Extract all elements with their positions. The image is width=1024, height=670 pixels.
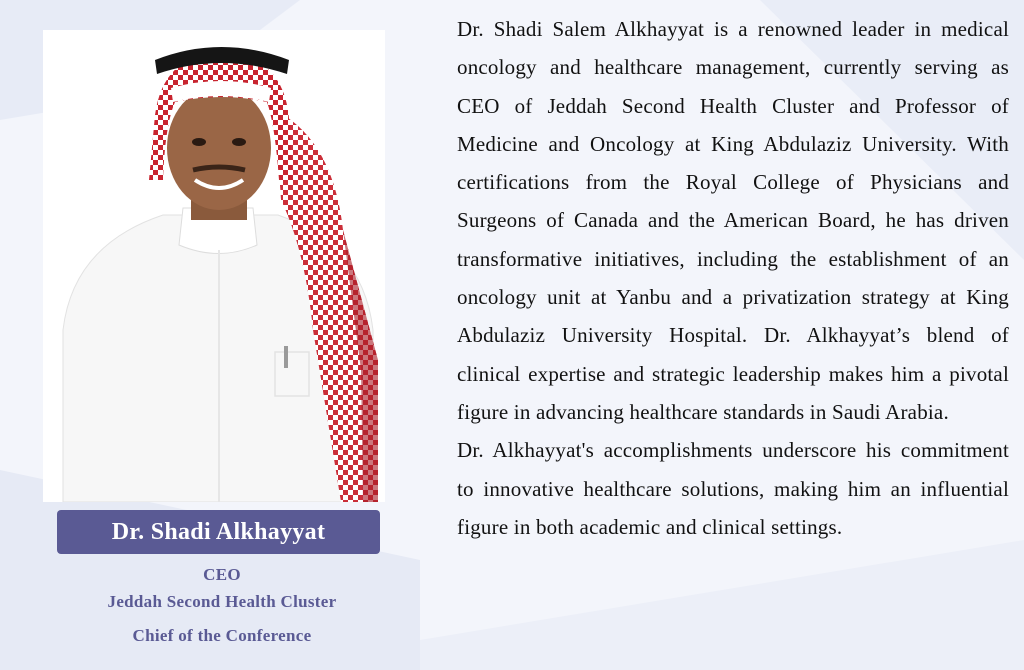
- speaker-name-badge: Dr. Shadi Alkhayyat: [57, 510, 380, 554]
- bio-paragraph-1: Dr. Shadi Salem Alkhayyat is a renowned leader in medical oncology and healthcare management, currently serving as CEO of Jeddah Second Health Cluster and Professor of Medicine and Oncology at King Abdulaziz University. With certifications from the Royal College of Physicians and Surgeons of Canada and the American Board, he has driven transformative initiatives, including the establishment of an oncology unit at Yanbu and a privatization strategy at King Abdulaziz University Hospital. Dr. Alkhayyat’s blend of clinical expertise and strategic leadership makes him a pivotal figure in advancing healthcare standards in Saudi Arabia.: [457, 17, 1009, 424]
- bio-paragraph-2: Dr. Alkhayyat's accomplishments underscore his commitment to innovative healthcare solutions, making him an influential figure in both academic and clinical settings.: [457, 438, 1009, 539]
- speaker-photo: [43, 30, 385, 502]
- speaker-conference-role: Chief of the Conference: [132, 626, 312, 645]
- speaker-biography: [457, 10, 1009, 546]
- speaker-role: CEO: [203, 565, 241, 584]
- speaker-portrait-illustration: [43, 30, 385, 502]
- speaker-organization: Jeddah Second Health Cluster: [107, 592, 337, 611]
